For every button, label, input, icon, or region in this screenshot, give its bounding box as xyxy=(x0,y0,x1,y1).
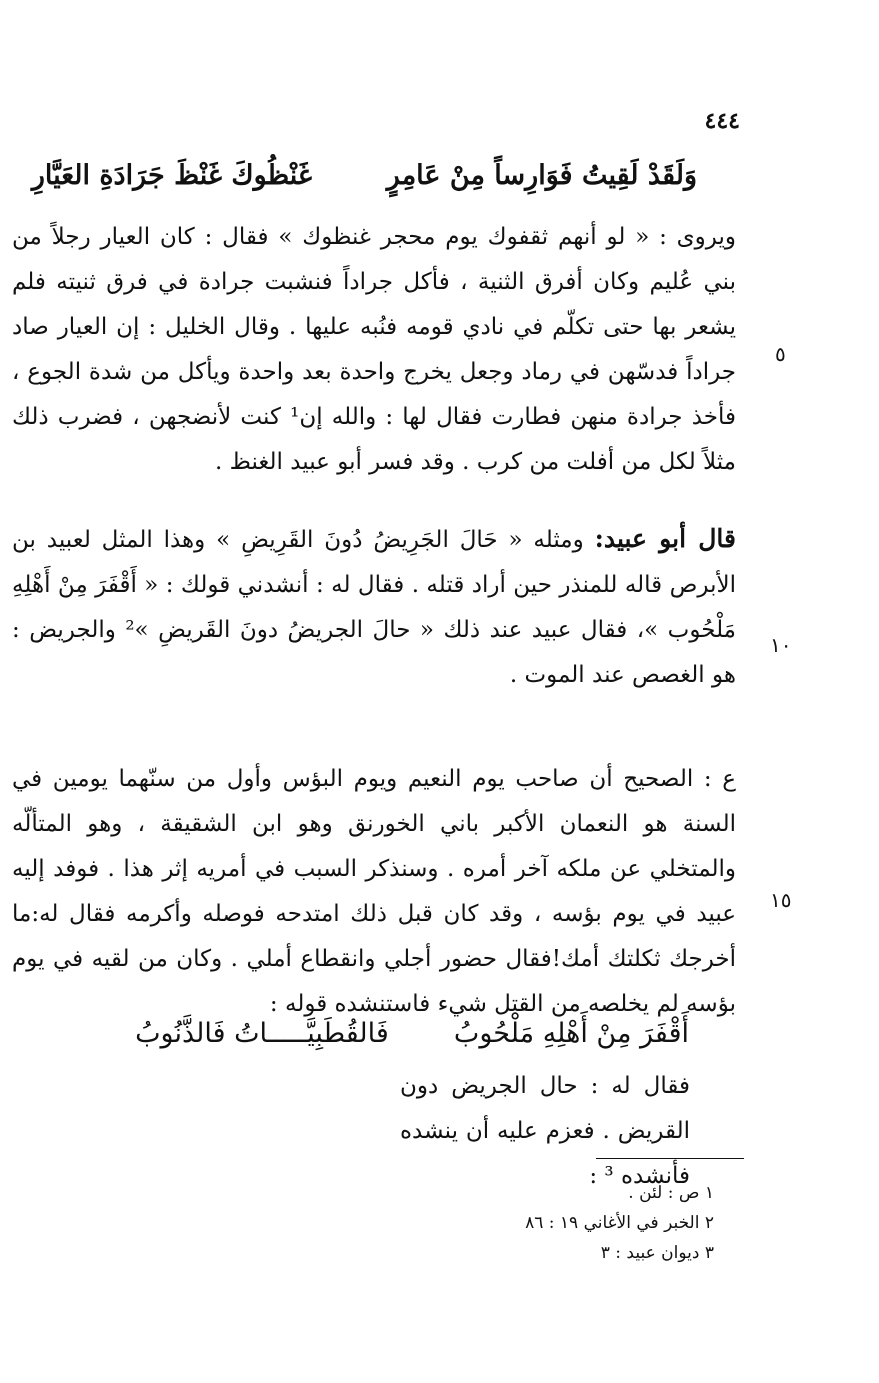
paragraph-2-lead: قال أبو عبيد: xyxy=(594,524,736,553)
verse-1-first-hemistich: وَلَقَدْ لَقِيتُ فَوَارِساً مِنْ عَامِرٍ xyxy=(386,160,697,191)
footnote-1: ١ ص : لئن . xyxy=(628,1183,714,1203)
verse-2 xyxy=(135,1018,689,1049)
verse-1 xyxy=(32,160,697,191)
paragraph-1: ويروى : « لو أنهم ثقفوك يوم محجر غنظوك » فقال : كان العيار رجلاً من بني عُليم وكان أفرق الثنية ، فأكل جراداً فنشبت جرادة في فرق ثنيته فلم يشعر بها حتى تكلّم في نادي قومه فنُبه عليها . وقال الخليل : إن العيار صاد جراداً فدسّهن في رماد وجعل يخرج واحدة بعد واحدة ويأكل من شدة الجوع ، فأخذ جرادة منهن فطارت فقال لها : والله إن¹ كنت لأنضجهن ، فضرب ذلك مثلاً لكل من أفلت من كرب . وقد فسر أبو عبيد الغنظ . xyxy=(12,224,736,475)
paragraph-2-body: ومثله « حَالَ الجَرِيضُ دُونَ القَرِيضِ » وهذا المثل لعبيد بن الأبرص قاله للمنذر حين أراد قتله . فقال له : أنشدني قولك : « أَقْفَرَ مِنْ أَهْلِهِ مَلْحُوب »، فقال عبيد عند ذلك « حالَ الجريضُ دونَ القَريضِ »² والجريض : هو الغصص عند الموت . xyxy=(12,527,737,688)
footnote-2: ٢ الخبر في الأغاني ١٩ : ٨٦ xyxy=(525,1213,714,1233)
paragraph-2 xyxy=(12,516,736,716)
footnote-divider xyxy=(596,1158,744,1159)
verse-2-first-hemistich: أَقْفَرَ مِنْ أَهْلِهِ مَلْحُوبُ xyxy=(453,1018,689,1049)
footnotes xyxy=(440,1178,714,1268)
line-number-15: ١٥ xyxy=(770,888,792,912)
closing-line: فقال له : حال الجريض دون القريض . فعزم عليه أن ينشده فأنشده ³ : xyxy=(400,1073,690,1189)
footnote-3: ٣ ديوان عبيد : ٣ xyxy=(600,1243,714,1263)
verse-2-second-hemistich: فَالقُطَبِيَّـــــاتُ فَالذَّنُوبُ xyxy=(135,1018,389,1049)
paragraph-3: ع : الصحيح أن صاحب يوم النعيم ويوم البؤس وأول من سنّهما يومين في السنة هو النعمان الأكبر باني الخورنق وهو ابن الشقيقة ، وهو المتألّه والمتخلي عن ملكه آخر أمره . وسنذكر السبب في أمريه إثر هذا . فوفد إليه عبيد في يوم بؤسه ، وقد كان قبل ذلك امتدحه فوصله وأكرمه فقال له:ما أخرجك ثكلتك أمك!فقال حضور أجلي وانقطاع أملي . وكان من لقيه في يوم بؤسه لم يخلصه من القتل شيء فاستنشده قوله : xyxy=(12,766,736,1017)
line-number-5: ٥ xyxy=(775,342,786,366)
line-number-10: ١٠ xyxy=(770,633,792,657)
page-number: ٤٤٤ xyxy=(704,108,740,134)
verse-1-second-hemistich: غَنْظُوكَ غَنْظَ جَرَادَةِ العَيَّارِ xyxy=(31,160,312,191)
